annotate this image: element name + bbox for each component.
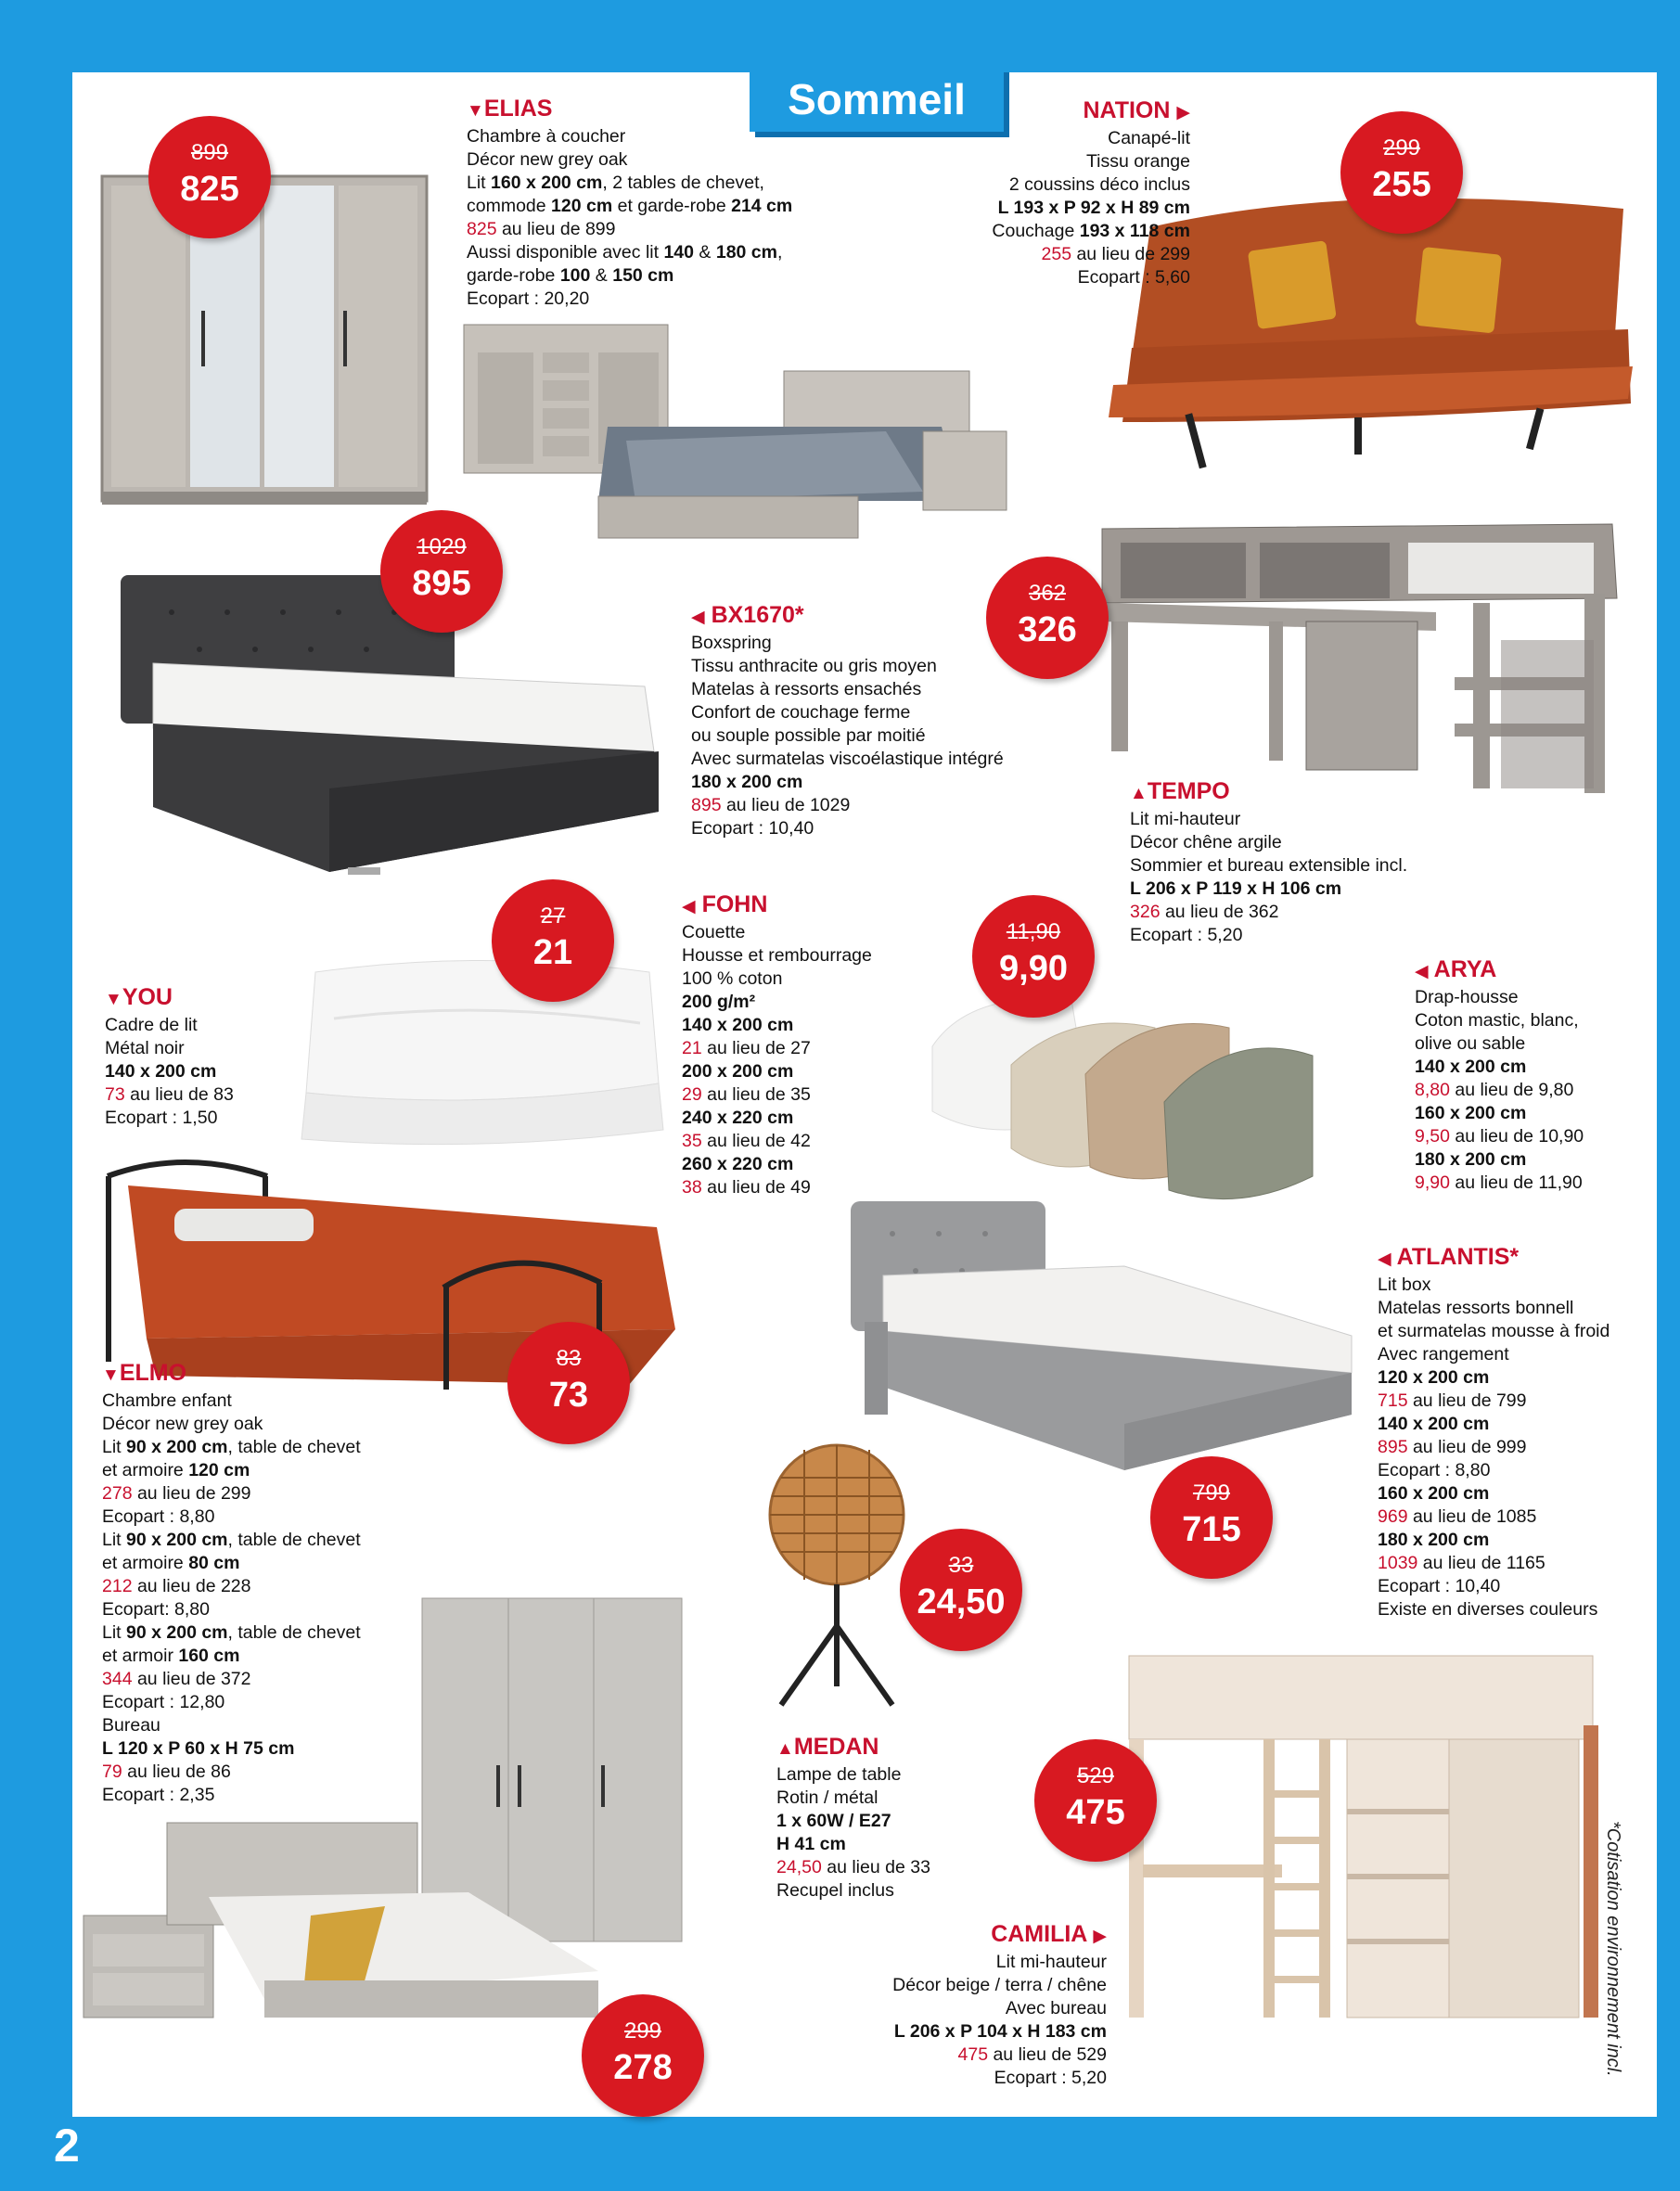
price-line: 9,90 au lieu de 11,90: [1415, 1172, 1583, 1193]
price-badge-atlantis: [1150, 1456, 1273, 1579]
desc-line: et surmatelas mousse à froid: [1378, 1321, 1610, 1341]
desc-line: Canapé-lit: [1108, 128, 1190, 148]
dimensions: 260 x 220 cm: [682, 1154, 794, 1174]
price-line: 326 au lieu de 362: [1130, 902, 1279, 922]
product-you: [105, 983, 234, 1130]
ecopart: Ecopart : 8,80: [102, 1506, 215, 1527]
price-line: 715 au lieu de 799: [1378, 1390, 1527, 1411]
ecopart: Ecopart : 5,60: [1077, 267, 1190, 288]
badge-old-price: 27: [540, 903, 566, 929]
badge-old-price: 299: [623, 2018, 662, 2044]
desc-line: ou souple possible par moitié: [691, 725, 926, 746]
arrow-left-icon: ◀: [691, 608, 705, 627]
arrow-up-icon: ▲: [1130, 784, 1148, 803]
dimensions: 140 x 200 cm: [1415, 1057, 1527, 1077]
desc-line: Décor chêne argile: [1130, 832, 1282, 852]
arrow-up-icon: ▲: [776, 1739, 794, 1759]
price-badge-bx1670: [380, 510, 503, 633]
elmo-bed-image: [79, 1813, 608, 2022]
badge-new-price: 895: [412, 564, 471, 603]
price-badge-camilia: [1034, 1739, 1157, 1862]
arrow-left-icon: ◀: [1415, 962, 1429, 981]
bx1670-boxspring-image: [116, 566, 673, 890]
tempo-bed-image: [1084, 510, 1622, 807]
badge-old-price: 11,90: [1006, 919, 1061, 944]
price-line: 38 au lieu de 49: [682, 1177, 811, 1198]
badge-old-price: 362: [1028, 581, 1067, 606]
price-line: 475 au lieu de 529: [957, 2044, 1107, 2065]
badge-old-price: 899: [190, 140, 229, 165]
product-title: ◀ FOHN: [682, 891, 768, 917]
badge-new-price: 9,90: [999, 949, 1068, 988]
price-line: 8,80 au lieu de 9,80: [1415, 1080, 1574, 1100]
desc-line: Tissu orange: [1085, 151, 1190, 172]
price-line: 212 au lieu de 228: [102, 1576, 251, 1596]
product-tempo: [1130, 777, 1407, 947]
price-line: 278 au lieu de 299: [102, 1483, 251, 1504]
price-badge-nation: [1340, 111, 1463, 234]
note: Existe en diverses couleurs: [1378, 1599, 1598, 1620]
product-title: ▼ELMO: [102, 1360, 187, 1386]
badge-new-price: 475: [1066, 1793, 1125, 1832]
badge-new-price: 73: [548, 1376, 589, 1415]
dimensions: L 120 x P 60 x H 75 cm: [102, 1738, 295, 1759]
desc-line: Housse et rembourrage: [682, 945, 872, 966]
elias-wardrobe-image: [97, 167, 431, 510]
price-line: 73 au lieu de 83: [105, 1084, 234, 1105]
desc-line: Lit 90 x 200 cm, table de chevet: [102, 1530, 361, 1550]
spec-line: 1 x 60W / E27: [776, 1811, 891, 1831]
badge-new-price: 21: [532, 933, 573, 972]
product-title: ◀ ARYA: [1415, 956, 1497, 982]
price-line: 1039 au lieu de 1165: [1378, 1553, 1545, 1573]
ecopart: Ecopart : 5,20: [994, 2068, 1107, 2088]
product-title: ▼YOU: [105, 984, 173, 1010]
product-title: ▲MEDAN: [776, 1734, 879, 1760]
ecopart: Ecopart : 10,40: [691, 818, 814, 839]
ecopart: Ecopart : 20,20: [467, 288, 590, 309]
price-line: 825 au lieu de 899: [467, 219, 616, 239]
badge-old-price: 83: [556, 1346, 582, 1371]
badge-old-price: 799: [1192, 1480, 1231, 1506]
price-line: 969 au lieu de 1085: [1378, 1506, 1537, 1527]
desc-line: Drap-housse: [1415, 987, 1519, 1007]
arrow-right-icon: ▶: [1093, 1927, 1107, 1946]
elias-bed-image: [459, 315, 1016, 547]
desc-line: Boxspring: [691, 633, 772, 653]
desc-line: Lit mi-hauteur: [995, 1952, 1107, 1972]
price-line: 24,50 au lieu de 33: [776, 1857, 930, 1877]
desc-line: Chambre à coucher: [467, 126, 626, 147]
price-line: 29 au lieu de 35: [682, 1084, 811, 1105]
desc-line: Lit 90 x 200 cm, table de chevet: [102, 1622, 361, 1643]
badge-new-price: 326: [1018, 610, 1077, 649]
price-line: 895 au lieu de 1029: [691, 795, 851, 815]
section-tab: Sommeil: [750, 67, 1004, 132]
dimensions: 180 x 200 cm: [1415, 1149, 1527, 1170]
desc-line: Lit mi-hauteur: [1130, 809, 1241, 829]
desc-line: Sommier et bureau extensible incl.: [1130, 855, 1408, 876]
price-badge-medan: [900, 1529, 1022, 1651]
dimensions: 160 x 200 cm: [1378, 1483, 1490, 1504]
desc-line: Confort de couchage ferme: [691, 702, 911, 723]
note: Recupel inclus: [776, 1880, 894, 1901]
ecopart: Ecopart: 8,80: [102, 1599, 210, 1620]
desc-line: Couchage 193 x 118 cm: [992, 221, 1190, 241]
desc-line: et armoire 80 cm: [102, 1553, 240, 1573]
desc-line: Avec rangement: [1378, 1344, 1509, 1365]
product-title: ◀ ATLANTIS*: [1378, 1244, 1520, 1270]
desc-line: Métal noir: [105, 1038, 185, 1058]
desc-line: Matelas ressorts bonnell: [1378, 1298, 1574, 1318]
price-line: 79 au lieu de 86: [102, 1762, 231, 1782]
price-badge-arya: [972, 895, 1095, 1018]
arrow-left-icon: ◀: [1378, 1249, 1391, 1269]
product-title: NATION ▶: [1083, 97, 1190, 123]
desc-line: Lampe de table: [776, 1764, 902, 1785]
desc-line: Chambre enfant: [102, 1390, 232, 1411]
ecopart: Ecopart : 5,20: [1130, 925, 1243, 945]
footnote: *Cotisation environnement incl.: [1603, 1821, 1623, 2077]
dimensions: L 193 x P 92 x H 89 cm: [997, 198, 1190, 218]
product-atlantis: [1378, 1243, 1609, 1621]
product-nation: [992, 96, 1190, 289]
desc-line: Lit 160 x 200 cm, 2 tables de chevet,: [467, 173, 764, 193]
dimensions: L 206 x P 119 x H 106 cm: [1130, 878, 1342, 899]
badge-new-price: 255: [1372, 165, 1431, 204]
desc-line: Cadre de lit: [105, 1015, 198, 1035]
badge-new-price: 715: [1182, 1510, 1241, 1549]
ecopart: Ecopart : 10,40: [1378, 1576, 1501, 1596]
price-line: 344 au lieu de 372: [102, 1669, 251, 1689]
desc-line: et armoire 120 cm: [102, 1460, 250, 1480]
badge-old-price: 529: [1076, 1763, 1115, 1788]
ecopart: Ecopart : 2,35: [102, 1785, 215, 1805]
arrow-left-icon: ◀: [682, 897, 696, 916]
desc-line: garde-robe 100 & 150 cm: [467, 265, 674, 286]
price-line: 35 au lieu de 42: [682, 1131, 811, 1151]
dimensions: 140 x 200 cm: [682, 1015, 794, 1035]
product-title: ◀ BX1670*: [691, 602, 804, 628]
desc-line: Avec bureau: [1005, 1998, 1107, 2018]
price-badge-fohn: [492, 879, 614, 1002]
price-badge-elmo: [582, 1994, 704, 2117]
price-line: 255 au lieu de 299: [1041, 244, 1190, 264]
fohn-duvet-image: [297, 944, 668, 1158]
desc-line: 2 coussins déco inclus: [1008, 174, 1190, 195]
desc-line: Matelas à ressorts ensachés: [691, 679, 922, 699]
dimensions: 180 x 200 cm: [1378, 1530, 1490, 1550]
page-number: 2: [54, 2120, 80, 2172]
price-line: 895 au lieu de 999: [1378, 1437, 1527, 1457]
price-badge-elias: [148, 116, 271, 238]
spec-line: H 41 cm: [776, 1834, 846, 1854]
arrow-right-icon: ▶: [1176, 103, 1190, 122]
badge-new-price: 24,50: [917, 1582, 1006, 1621]
dimensions: 200 x 200 cm: [682, 1061, 794, 1082]
desc-line: Lit box: [1378, 1275, 1431, 1295]
badge-old-price: 33: [948, 1553, 974, 1578]
price-line: 9,50 au lieu de 10,90: [1415, 1126, 1584, 1147]
desc-line: Coton mastic, blanc,: [1415, 1010, 1579, 1031]
dimensions: L 206 x P 104 x H 183 cm: [893, 2021, 1107, 2042]
product-medan: [776, 1733, 930, 1903]
price-badge-tempo: [986, 557, 1109, 679]
product-title: ▲TEMPO: [1130, 778, 1230, 804]
price-badge-you: [507, 1322, 630, 1444]
desc-line: Aussi disponible avec lit 140 & 180 cm,: [467, 242, 783, 263]
product-camilia: [892, 1920, 1107, 2090]
badge-old-price: 299: [1382, 135, 1421, 160]
page-frame-top: [0, 0, 1680, 72]
product-title: CAMILIA ▶: [991, 1921, 1107, 1947]
desc-line: Avec surmatelas viscoélastique intégré: [691, 749, 1004, 769]
desc-line: Décor new grey oak: [102, 1414, 263, 1434]
badge-new-price: 278: [613, 2048, 673, 2087]
arya-sheets-image: [923, 972, 1322, 1218]
ecopart: Ecopart : 8,80: [1378, 1460, 1491, 1480]
arrow-down-icon: ▼: [467, 101, 484, 121]
desc-line: et armoir 160 cm: [102, 1646, 240, 1666]
ecopart: Ecopart : 1,50: [105, 1108, 218, 1128]
desc-line: 100 % coton: [682, 968, 783, 989]
desc-line: Décor new grey oak: [467, 149, 628, 170]
badge-old-price: 1029: [417, 534, 467, 559]
product-elias: [467, 95, 792, 311]
product-title: ▼ELIAS: [467, 96, 553, 122]
dimensions: 240 x 220 cm: [682, 1108, 794, 1128]
arrow-down-icon: ▼: [102, 1365, 120, 1385]
weight: 200 g/m²: [682, 992, 756, 1012]
product-elmo: [102, 1359, 361, 1807]
camilia-bed-image: [1124, 1651, 1607, 2022]
desc-line: Bureau: [102, 1715, 160, 1736]
dimensions: 140 x 200 cm: [1378, 1414, 1490, 1434]
badge-new-price: 825: [180, 170, 239, 209]
dimensions: 120 x 200 cm: [1378, 1367, 1490, 1388]
desc-line: Décor beige / terra / chêne: [892, 1975, 1107, 1995]
desc-line: commode 120 cm et garde-robe 214 cm: [467, 196, 793, 216]
arrow-down-icon: ▼: [105, 990, 122, 1009]
dimensions: 140 x 200 cm: [105, 1061, 217, 1082]
product-arya: [1415, 955, 1584, 1195]
desc-line: Rotin / métal: [776, 1787, 878, 1808]
desc-line: Tissu anthracite ou gris moyen: [691, 656, 937, 676]
dimensions: 180 x 200 cm: [691, 772, 803, 792]
product-bx1670: [691, 601, 1004, 840]
desc-line: Couette: [682, 922, 746, 942]
dimensions: 160 x 200 cm: [1415, 1103, 1527, 1123]
desc-line: Lit 90 x 200 cm, table de chevet: [102, 1437, 361, 1457]
desc-line: olive ou sable: [1415, 1033, 1526, 1054]
ecopart: Ecopart : 12,80: [102, 1692, 225, 1712]
price-line: 21 au lieu de 27: [682, 1038, 811, 1058]
product-fohn: [682, 890, 872, 1199]
